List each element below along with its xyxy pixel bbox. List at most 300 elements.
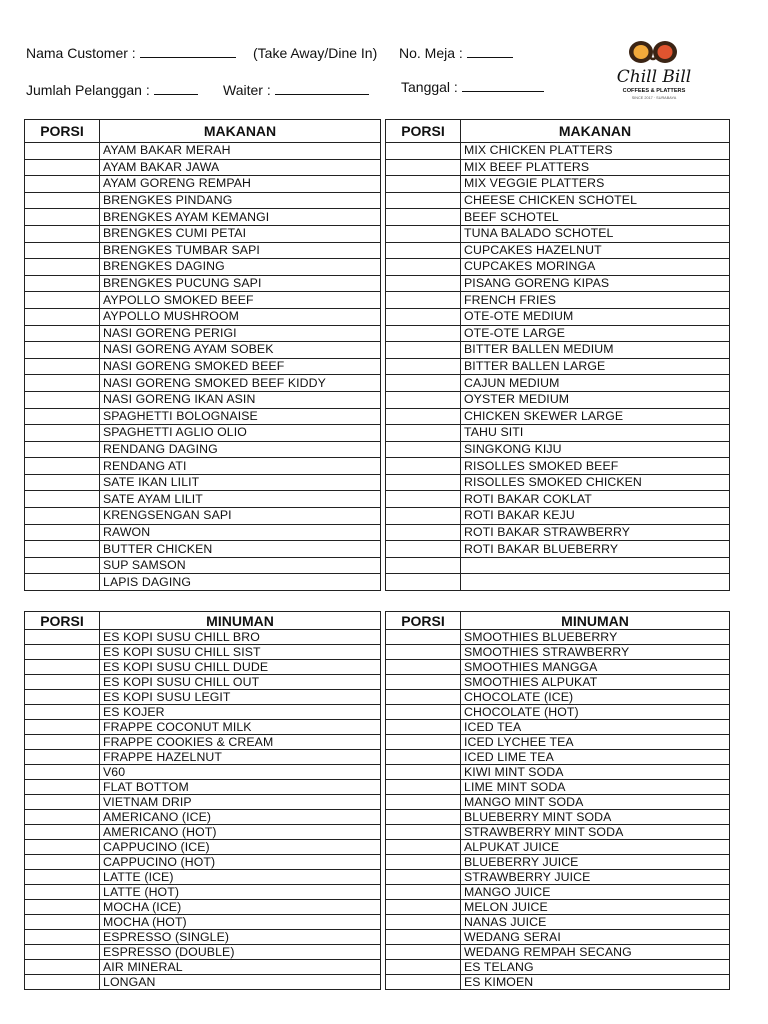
porsi-cell[interactable] bbox=[25, 705, 100, 720]
menu-item-name: BRENGKES CUMI PETAI bbox=[100, 225, 381, 242]
porsi-cell[interactable] bbox=[25, 735, 100, 750]
porsi-cell[interactable] bbox=[386, 705, 461, 720]
menu-item-name: VIETNAM DRIP bbox=[100, 795, 381, 810]
menu-row bbox=[386, 358, 730, 375]
menu-row bbox=[25, 765, 381, 780]
menu-row bbox=[25, 275, 381, 292]
menu-row bbox=[386, 574, 730, 591]
porsi-cell[interactable] bbox=[25, 765, 100, 780]
menu-row bbox=[386, 735, 730, 750]
menu-item-name: ES KOPI SUSU CHILL BRO bbox=[100, 630, 381, 645]
porsi-cell[interactable] bbox=[386, 810, 461, 825]
porsi-cell[interactable] bbox=[386, 342, 461, 359]
menu-row bbox=[386, 441, 730, 458]
porsi-header: PORSI bbox=[386, 120, 461, 143]
porsi-cell[interactable] bbox=[386, 242, 461, 259]
waiter-label: Waiter : bbox=[223, 82, 271, 98]
menu-row bbox=[386, 825, 730, 840]
porsi-cell[interactable] bbox=[25, 840, 100, 855]
menu-item-name: ROTI BAKAR KEJU bbox=[461, 508, 730, 525]
menu-row bbox=[25, 358, 381, 375]
menu-item-name: TUNA BALADO SCHOTEL bbox=[461, 225, 730, 242]
waiter-field[interactable] bbox=[223, 82, 369, 98]
logo-mark-icon bbox=[629, 41, 677, 63]
menu-row bbox=[386, 750, 730, 765]
menu-item-name: AYPOLLO MUSHROOM bbox=[100, 308, 381, 325]
menu-item-name: AYAM GORENG REMPAH bbox=[100, 176, 381, 193]
menu-row bbox=[386, 491, 730, 508]
menu-item-name: FRAPPE COOKIES & CREAM bbox=[100, 735, 381, 750]
menu-item-name: FLAT BOTTOM bbox=[100, 780, 381, 795]
menu-row bbox=[25, 630, 381, 645]
porsi-cell[interactable] bbox=[25, 292, 100, 309]
porsi-cell[interactable] bbox=[25, 474, 100, 491]
porsi-cell[interactable] bbox=[386, 855, 461, 870]
menu-item-name: CHOCOLATE (HOT) bbox=[461, 705, 730, 720]
menu-row bbox=[386, 541, 730, 558]
menu-row bbox=[25, 375, 381, 392]
porsi-cell[interactable] bbox=[25, 176, 100, 193]
porsi-cell[interactable] bbox=[386, 541, 461, 558]
porsi-cell[interactable] bbox=[386, 735, 461, 750]
menu-item-name: SATE IKAN LILIT bbox=[100, 474, 381, 491]
logo-subline: SINCE 2017 · SURABAYA bbox=[631, 96, 677, 100]
menu-row bbox=[25, 795, 381, 810]
porsi-cell[interactable] bbox=[386, 358, 461, 375]
menu-item-name: RENDANG DAGING bbox=[100, 441, 381, 458]
menu-row bbox=[386, 325, 730, 342]
porsi-cell[interactable] bbox=[386, 508, 461, 525]
menu-item-name: TAHU SITI bbox=[461, 425, 730, 442]
menu-item-name: MELON JUICE bbox=[461, 900, 730, 915]
porsi-cell[interactable] bbox=[386, 630, 461, 645]
menu-row bbox=[386, 242, 730, 259]
menu-row bbox=[386, 259, 730, 276]
menu-item-name: ES KOPI SUSU CHILL OUT bbox=[100, 675, 381, 690]
menu-item-name: WEDANG SERAI bbox=[461, 930, 730, 945]
menu-item-name: LATTE (HOT) bbox=[100, 885, 381, 900]
porsi-cell[interactable] bbox=[386, 900, 461, 915]
menu-item-name: NASI GORENG AYAM SOBEK bbox=[100, 342, 381, 359]
menu-row bbox=[25, 915, 381, 930]
porsi-cell[interactable] bbox=[386, 308, 461, 325]
menu-row bbox=[386, 945, 730, 960]
menu-item-name: STRAWBERRY MINT SODA bbox=[461, 825, 730, 840]
porsi-cell[interactable] bbox=[25, 408, 100, 425]
menu-row bbox=[25, 810, 381, 825]
porsi-cell[interactable] bbox=[386, 524, 461, 541]
menu-row bbox=[386, 915, 730, 930]
date-blank[interactable] bbox=[462, 79, 544, 92]
menu-item-name: FRAPPE HAZELNUT bbox=[100, 750, 381, 765]
porsi-header: PORSI bbox=[25, 120, 100, 143]
menu-item-name: BRENGKES PINDANG bbox=[100, 192, 381, 209]
menu-item-name: SINGKONG KIJU bbox=[461, 441, 730, 458]
menu-item-name: ROTI BAKAR STRAWBERRY bbox=[461, 524, 730, 541]
menu-row bbox=[25, 209, 381, 226]
menu-row bbox=[25, 474, 381, 491]
menu-row bbox=[386, 225, 730, 242]
porsi-cell[interactable] bbox=[386, 660, 461, 675]
porsi-cell[interactable] bbox=[25, 225, 100, 242]
guest-count-field[interactable] bbox=[26, 82, 198, 98]
menu-row bbox=[386, 900, 730, 915]
drink-header: MINUMAN bbox=[461, 612, 730, 630]
porsi-cell[interactable] bbox=[25, 557, 100, 574]
menu-item-name: BRENGKES AYAM KEMANGI bbox=[100, 209, 381, 226]
porsi-cell[interactable] bbox=[386, 458, 461, 475]
porsi-cell[interactable] bbox=[386, 259, 461, 276]
menu-row bbox=[386, 765, 730, 780]
menu-item-name: AIR MINERAL bbox=[100, 960, 381, 975]
menu-item-name: MIX CHICKEN PLATTERS bbox=[461, 143, 730, 160]
menu-row bbox=[386, 705, 730, 720]
menu-item-name: BITTER BALLEN MEDIUM bbox=[461, 342, 730, 359]
menu-row bbox=[386, 308, 730, 325]
porsi-cell[interactable] bbox=[386, 825, 461, 840]
porsi-cell[interactable] bbox=[386, 176, 461, 193]
menu-item-name: BITTER BALLEN LARGE bbox=[461, 358, 730, 375]
menu-row bbox=[25, 408, 381, 425]
menu-item-name: V60 bbox=[100, 765, 381, 780]
porsi-cell[interactable] bbox=[25, 855, 100, 870]
porsi-cell[interactable] bbox=[25, 645, 100, 660]
food-header: MAKANAN bbox=[100, 120, 381, 143]
menu-item-name: AYAM BAKAR JAWA bbox=[100, 159, 381, 176]
customer-name-blank[interactable] bbox=[140, 45, 236, 58]
menu-row bbox=[25, 292, 381, 309]
menu-item-name: ICED LIME TEA bbox=[461, 750, 730, 765]
menu-item-name: SATE AYAM LILIT bbox=[100, 491, 381, 508]
menu-row bbox=[386, 474, 730, 491]
menu-item-name: SMOOTHIES STRAWBERRY bbox=[461, 645, 730, 660]
porsi-cell[interactable] bbox=[25, 508, 100, 525]
menu-item-name: ROTI BAKAR COKLAT bbox=[461, 491, 730, 508]
menu-row bbox=[25, 705, 381, 720]
menu-row bbox=[25, 900, 381, 915]
menu-item-name: ICED LYCHEE TEA bbox=[461, 735, 730, 750]
menu-row bbox=[386, 458, 730, 475]
porsi-cell[interactable] bbox=[386, 441, 461, 458]
menu-item-name: BEEF SCHOTEL bbox=[461, 209, 730, 226]
menu-item-name bbox=[461, 574, 730, 591]
menu-item-name bbox=[461, 557, 730, 574]
porsi-cell[interactable] bbox=[25, 960, 100, 975]
porsi-cell[interactable] bbox=[386, 325, 461, 342]
porsi-cell[interactable] bbox=[25, 308, 100, 325]
porsi-cell[interactable] bbox=[25, 242, 100, 259]
menu-item-name: BLUEBERRY MINT SODA bbox=[461, 810, 730, 825]
menu-row bbox=[386, 630, 730, 645]
porsi-cell[interactable] bbox=[386, 795, 461, 810]
drink-table-left bbox=[24, 611, 381, 990]
menu-row bbox=[25, 780, 381, 795]
menu-item-name: BRENGKES TUMBAR SAPI bbox=[100, 242, 381, 259]
menu-row bbox=[25, 645, 381, 660]
guest-count-label: Jumlah Pelanggan : bbox=[26, 82, 150, 98]
order-type-label: (Take Away/Dine In) bbox=[253, 45, 378, 61]
porsi-cell[interactable] bbox=[25, 209, 100, 226]
menu-item-name: AYPOLLO SMOKED BEEF bbox=[100, 292, 381, 309]
menu-row bbox=[25, 192, 381, 209]
menu-item-name: OTE-OTE MEDIUM bbox=[461, 308, 730, 325]
menu-row bbox=[25, 143, 381, 160]
porsi-cell[interactable] bbox=[386, 690, 461, 705]
porsi-cell[interactable] bbox=[386, 225, 461, 242]
porsi-cell[interactable] bbox=[25, 675, 100, 690]
logo-wordmark: Chill Bill bbox=[616, 67, 692, 87]
porsi-cell[interactable] bbox=[25, 259, 100, 276]
menu-item-name: BUTTER CHICKEN bbox=[100, 541, 381, 558]
menu-row bbox=[25, 825, 381, 840]
menu-item-name: LONGAN bbox=[100, 975, 381, 990]
menu-row bbox=[25, 660, 381, 675]
menu-item-name: SMOOTHIES ALPUKAT bbox=[461, 675, 730, 690]
customer-name-label: Nama Customer : bbox=[26, 45, 136, 61]
menu-row bbox=[386, 975, 730, 990]
menu-item-name: LAPIS DAGING bbox=[100, 574, 381, 591]
menu-row bbox=[386, 780, 730, 795]
menu-row bbox=[386, 840, 730, 855]
menu-item-name: NASI GORENG PERIGI bbox=[100, 325, 381, 342]
porsi-cell[interactable] bbox=[25, 975, 100, 990]
porsi-cell[interactable] bbox=[25, 795, 100, 810]
porsi-cell[interactable] bbox=[386, 975, 461, 990]
date-field[interactable] bbox=[401, 79, 544, 95]
menu-row bbox=[25, 735, 381, 750]
porsi-cell[interactable] bbox=[386, 870, 461, 885]
porsi-cell[interactable] bbox=[386, 557, 461, 574]
porsi-cell[interactable] bbox=[386, 930, 461, 945]
menu-item-name: CUPCAKES MORINGA bbox=[461, 259, 730, 276]
logo-tagline: COFFEES & PLATTERS bbox=[622, 88, 686, 94]
porsi-cell[interactable] bbox=[386, 292, 461, 309]
menu-row bbox=[386, 292, 730, 309]
menu-item-name: CHOCOLATE (ICE) bbox=[461, 690, 730, 705]
menu-row bbox=[25, 690, 381, 705]
menu-row bbox=[25, 159, 381, 176]
menu-row bbox=[386, 885, 730, 900]
menu-item-name: ALPUKAT JUICE bbox=[461, 840, 730, 855]
menu-item-name: MOCHA (HOT) bbox=[100, 915, 381, 930]
porsi-cell[interactable] bbox=[386, 750, 461, 765]
table-number-blank[interactable] bbox=[467, 45, 513, 58]
porsi-cell[interactable] bbox=[25, 375, 100, 392]
porsi-cell[interactable] bbox=[386, 675, 461, 690]
menu-item-name: BRENGKES PUCUNG SAPI bbox=[100, 275, 381, 292]
menu-row bbox=[25, 508, 381, 525]
menu-row bbox=[25, 720, 381, 735]
porsi-cell[interactable] bbox=[25, 458, 100, 475]
porsi-cell[interactable] bbox=[386, 209, 461, 226]
menu-item-name: LIME MINT SODA bbox=[461, 780, 730, 795]
porsi-cell[interactable] bbox=[25, 574, 100, 591]
porsi-cell[interactable] bbox=[25, 541, 100, 558]
menu-item-name: ES TELANG bbox=[461, 960, 730, 975]
porsi-cell[interactable] bbox=[25, 491, 100, 508]
menu-row bbox=[25, 945, 381, 960]
menu-row bbox=[386, 690, 730, 705]
porsi-cell[interactable] bbox=[25, 870, 100, 885]
menu-row bbox=[386, 795, 730, 810]
porsi-cell[interactable] bbox=[25, 159, 100, 176]
menu-row bbox=[386, 342, 730, 359]
porsi-cell[interactable] bbox=[25, 143, 100, 160]
porsi-cell[interactable] bbox=[386, 474, 461, 491]
menu-item-name: OYSTER MEDIUM bbox=[461, 391, 730, 408]
menu-row bbox=[25, 259, 381, 276]
porsi-cell[interactable] bbox=[25, 720, 100, 735]
porsi-cell[interactable] bbox=[25, 900, 100, 915]
menu-row bbox=[25, 541, 381, 558]
menu-item-name: MANGO JUICE bbox=[461, 885, 730, 900]
menu-row bbox=[386, 557, 730, 574]
porsi-cell[interactable] bbox=[386, 840, 461, 855]
porsi-cell[interactable] bbox=[25, 342, 100, 359]
menu-item-name: OTE-OTE LARGE bbox=[461, 325, 730, 342]
menu-row bbox=[25, 458, 381, 475]
porsi-cell[interactable] bbox=[25, 192, 100, 209]
porsi-cell[interactable] bbox=[25, 930, 100, 945]
porsi-cell[interactable] bbox=[25, 810, 100, 825]
waiter-blank[interactable] bbox=[275, 82, 369, 95]
porsi-cell[interactable] bbox=[25, 825, 100, 840]
porsi-cell[interactable] bbox=[25, 945, 100, 960]
menu-row bbox=[386, 855, 730, 870]
porsi-cell[interactable] bbox=[25, 358, 100, 375]
menu-row bbox=[386, 408, 730, 425]
menu-item-name: CAJUN MEDIUM bbox=[461, 375, 730, 392]
menu-item-name: NASI GORENG SMOKED BEEF KIDDY bbox=[100, 375, 381, 392]
porsi-cell[interactable] bbox=[25, 660, 100, 675]
porsi-cell[interactable] bbox=[386, 159, 461, 176]
menu-item-name: SMOOTHIES MANGGA bbox=[461, 660, 730, 675]
menu-row bbox=[25, 325, 381, 342]
porsi-cell[interactable] bbox=[25, 275, 100, 292]
menu-item-name: CUPCAKES HAZELNUT bbox=[461, 242, 730, 259]
menu-item-name: MIX VEGGIE PLATTERS bbox=[461, 176, 730, 193]
menu-item-name: ES KOPI SUSU CHILL SIST bbox=[100, 645, 381, 660]
porsi-cell[interactable] bbox=[386, 780, 461, 795]
porsi-cell[interactable] bbox=[25, 524, 100, 541]
menu-row bbox=[386, 645, 730, 660]
menu-item-name: FRENCH FRIES bbox=[461, 292, 730, 309]
menu-item-name: ESPRESSO (DOUBLE) bbox=[100, 945, 381, 960]
menu-item-name: ESPRESSO (SINGLE) bbox=[100, 930, 381, 945]
menu-row bbox=[386, 524, 730, 541]
menu-item-name: SPAGHETTI AGLIO OLIO bbox=[100, 425, 381, 442]
porsi-cell[interactable] bbox=[25, 750, 100, 765]
menu-item-name: KRENGSENGAN SAPI bbox=[100, 508, 381, 525]
menu-item-name: CAPPUCINO (ICE) bbox=[100, 840, 381, 855]
menu-row bbox=[386, 720, 730, 735]
porsi-cell[interactable] bbox=[386, 720, 461, 735]
menu-item-name: ES KOPI SUSU LEGIT bbox=[100, 690, 381, 705]
menu-row bbox=[386, 176, 730, 193]
porsi-cell[interactable] bbox=[386, 574, 461, 591]
menu-item-name: CHICKEN SKEWER LARGE bbox=[461, 408, 730, 425]
porsi-cell[interactable] bbox=[25, 915, 100, 930]
porsi-cell[interactable] bbox=[25, 780, 100, 795]
menu-row bbox=[386, 675, 730, 690]
porsi-cell[interactable] bbox=[25, 630, 100, 645]
menu-row bbox=[386, 960, 730, 975]
porsi-cell[interactable] bbox=[386, 425, 461, 442]
menu-row bbox=[25, 391, 381, 408]
menu-row bbox=[386, 192, 730, 209]
menu-row bbox=[386, 159, 730, 176]
menu-item-name: STRAWBERRY JUICE bbox=[461, 870, 730, 885]
menu-row bbox=[25, 524, 381, 541]
menu-item-name: MANGO MINT SODA bbox=[461, 795, 730, 810]
menu-row bbox=[386, 391, 730, 408]
menu-item-name: ICED TEA bbox=[461, 720, 730, 735]
menu-row bbox=[25, 225, 381, 242]
porsi-cell[interactable] bbox=[386, 375, 461, 392]
porsi-cell[interactable] bbox=[386, 945, 461, 960]
porsi-header: PORSI bbox=[25, 612, 100, 630]
drink-header: MINUMAN bbox=[100, 612, 381, 630]
date-label: Tanggal : bbox=[401, 79, 458, 95]
porsi-cell[interactable] bbox=[386, 915, 461, 930]
menu-row bbox=[386, 810, 730, 825]
menu-row bbox=[25, 242, 381, 259]
porsi-cell[interactable] bbox=[386, 765, 461, 780]
menu-item-name: SMOOTHIES BLUEBERRY bbox=[461, 630, 730, 645]
menu-item-name: MOCHA (ICE) bbox=[100, 900, 381, 915]
porsi-cell[interactable] bbox=[25, 885, 100, 900]
porsi-cell[interactable] bbox=[386, 491, 461, 508]
menu-row bbox=[386, 375, 730, 392]
menu-item-name: NASI GORENG SMOKED BEEF bbox=[100, 358, 381, 375]
porsi-cell[interactable] bbox=[386, 645, 461, 660]
menu-row bbox=[386, 209, 730, 226]
porsi-cell[interactable] bbox=[386, 960, 461, 975]
porsi-cell[interactable] bbox=[25, 690, 100, 705]
porsi-cell[interactable] bbox=[25, 425, 100, 442]
menu-item-name: SPAGHETTI BOLOGNAISE bbox=[100, 408, 381, 425]
porsi-cell[interactable] bbox=[386, 143, 461, 160]
menu-item-name: ES KIMOEN bbox=[461, 975, 730, 990]
porsi-cell[interactable] bbox=[25, 325, 100, 342]
menu-row bbox=[25, 885, 381, 900]
table-number-field[interactable] bbox=[399, 45, 513, 61]
menu-item-name: RISOLLES SMOKED CHICKEN bbox=[461, 474, 730, 491]
guest-count-blank[interactable] bbox=[154, 82, 198, 95]
menu-row bbox=[25, 308, 381, 325]
porsi-cell[interactable] bbox=[386, 885, 461, 900]
menu-item-name: SUP SAMSON bbox=[100, 557, 381, 574]
porsi-cell[interactable] bbox=[386, 408, 461, 425]
menu-item-name: NANAS JUICE bbox=[461, 915, 730, 930]
chill-bill-logo bbox=[612, 38, 696, 102]
menu-item-name: AMERICANO (ICE) bbox=[100, 810, 381, 825]
menu-row bbox=[386, 143, 730, 160]
menu-item-name: ROTI BAKAR BLUEBERRY bbox=[461, 541, 730, 558]
customer-name-field[interactable] bbox=[26, 45, 236, 61]
menu-row bbox=[25, 930, 381, 945]
menu-item-name: BRENGKES DAGING bbox=[100, 259, 381, 276]
porsi-cell[interactable] bbox=[386, 192, 461, 209]
porsi-cell[interactable] bbox=[386, 391, 461, 408]
menu-item-name: RISOLLES SMOKED BEEF bbox=[461, 458, 730, 475]
porsi-cell[interactable] bbox=[386, 275, 461, 292]
menu-item-name: LATTE (ICE) bbox=[100, 870, 381, 885]
porsi-cell[interactable] bbox=[25, 391, 100, 408]
menu-row bbox=[25, 960, 381, 975]
menu-item-name: RAWON bbox=[100, 524, 381, 541]
porsi-cell[interactable] bbox=[25, 441, 100, 458]
